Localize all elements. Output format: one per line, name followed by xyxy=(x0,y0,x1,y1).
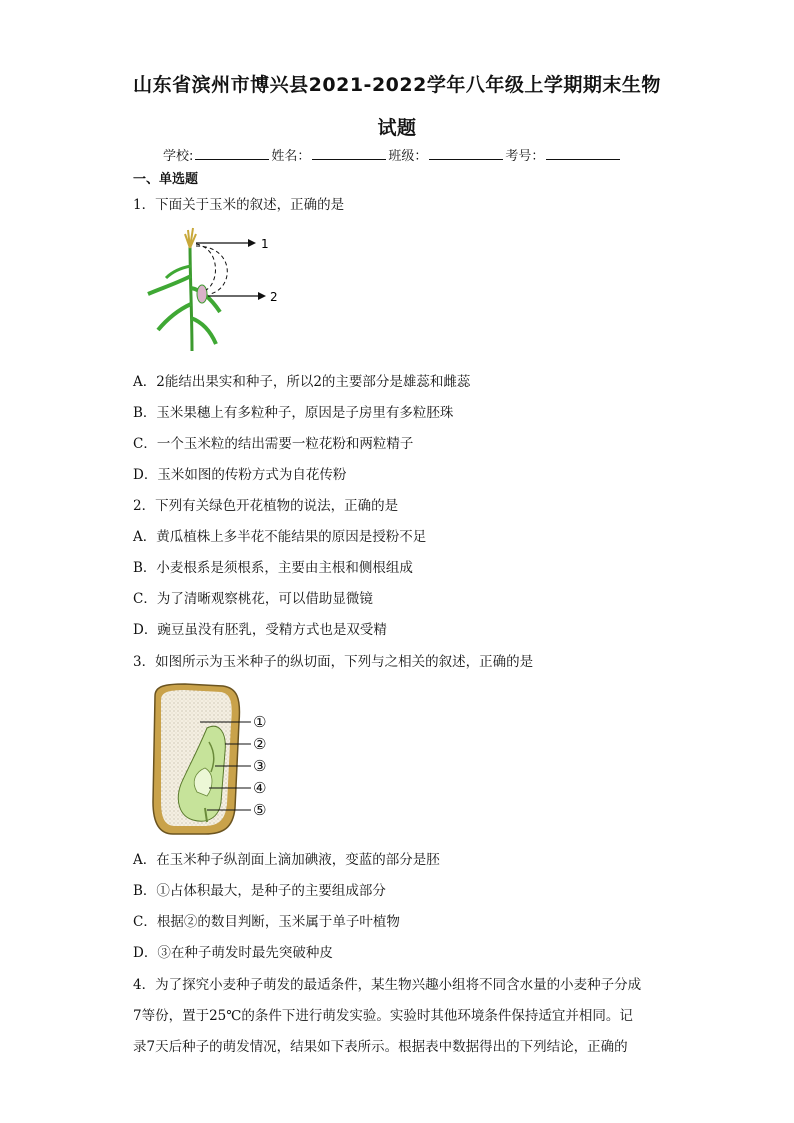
seed-label-4: ④ xyxy=(253,779,267,797)
fig-label-2: 2 xyxy=(270,290,278,304)
corn-plant-figure xyxy=(140,226,280,356)
q2-stem: 2．下列有关绿色开花植物的说法，正确的是 xyxy=(133,498,399,514)
seed-label-3: ③ xyxy=(253,757,267,775)
q2-option-c[interactable]: C．为了清晰观察桃花，可以借助显微镜 xyxy=(133,591,373,607)
q2-option-a[interactable]: A．黄瓜植株上多半花不能结果的原因是授粉不足 xyxy=(133,529,427,545)
class-blank xyxy=(429,147,503,160)
corn-seed-figure xyxy=(145,682,285,838)
q3-option-a[interactable]: A．在玉米种子纵剖面上滴加碘液，变蓝的部分是胚 xyxy=(133,852,440,868)
exam-no-blank xyxy=(546,147,620,160)
exam-no-label: 考号： xyxy=(505,149,545,164)
q1-option-d[interactable]: D．玉米如图的传粉方式为自花传粉 xyxy=(133,467,347,483)
class-label: 班级： xyxy=(388,149,428,164)
q1-option-b[interactable]: B．玉米果穗上有多粒种子，原因是子房里有多粒胚珠 xyxy=(133,405,454,421)
student-info-row xyxy=(163,145,622,164)
q4-stem-line2: 7等份，置于25℃的条件下进行萌发实验。实验时其他环境条件保持适宜并相同。记 xyxy=(133,1008,633,1024)
name-label: 姓名： xyxy=(271,149,311,164)
seed-label-1: ① xyxy=(253,713,267,731)
section-heading: 一、单选题 xyxy=(133,172,199,187)
q1-option-c[interactable]: C．一个玉米粒的结出需要一粒花粉和两粒精子 xyxy=(133,436,414,452)
q3-stem: 3．如图所示为玉米种子的纵切面，下列与之相关的叙述，正确的是 xyxy=(133,654,534,670)
q3-option-d[interactable]: D．③在种子萌发时最先突破种皮 xyxy=(133,945,333,961)
q3-option-b[interactable]: B．①占体积最大，是种子的主要组成部分 xyxy=(133,883,386,899)
seed-label-2: ② xyxy=(253,735,267,753)
school-label: 学校: xyxy=(163,149,194,164)
school-blank xyxy=(195,147,269,160)
q2-option-b[interactable]: B．小麦根系是须根系，主要由主根和侧根组成 xyxy=(133,560,413,576)
page-title-line2: 试题 xyxy=(377,117,417,139)
q1-option-a[interactable]: A．2能结出果实和种子，所以2的主要部分是雄蕊和雌蕊 xyxy=(133,374,471,390)
fig-label-1: 1 xyxy=(261,237,269,251)
q2-option-d[interactable]: D．豌豆虽没有胚乳，受精方式也是双受精 xyxy=(133,622,387,638)
page-title-line1: 山东省滨州市博兴县2021-2022学年八年级上学期期末生物 xyxy=(133,74,661,96)
seed-label-5: ⑤ xyxy=(253,801,267,819)
q4-stem-line3: 录7天后种子的萌发情况，结果如下表所示。根据表中数据得出的下列结论，正确的 xyxy=(133,1039,628,1055)
q3-option-c[interactable]: C．根据②的数目判断，玉米属于单子叶植物 xyxy=(133,914,400,930)
q1-stem: 1．下面关于玉米的叙述，正确的是 xyxy=(133,197,345,213)
q4-stem-line1: 4．为了探究小麦种子萌发的最适条件，某生物兴趣小组将不同含水量的小麦种子分成 xyxy=(133,977,642,993)
name-blank xyxy=(312,147,386,160)
